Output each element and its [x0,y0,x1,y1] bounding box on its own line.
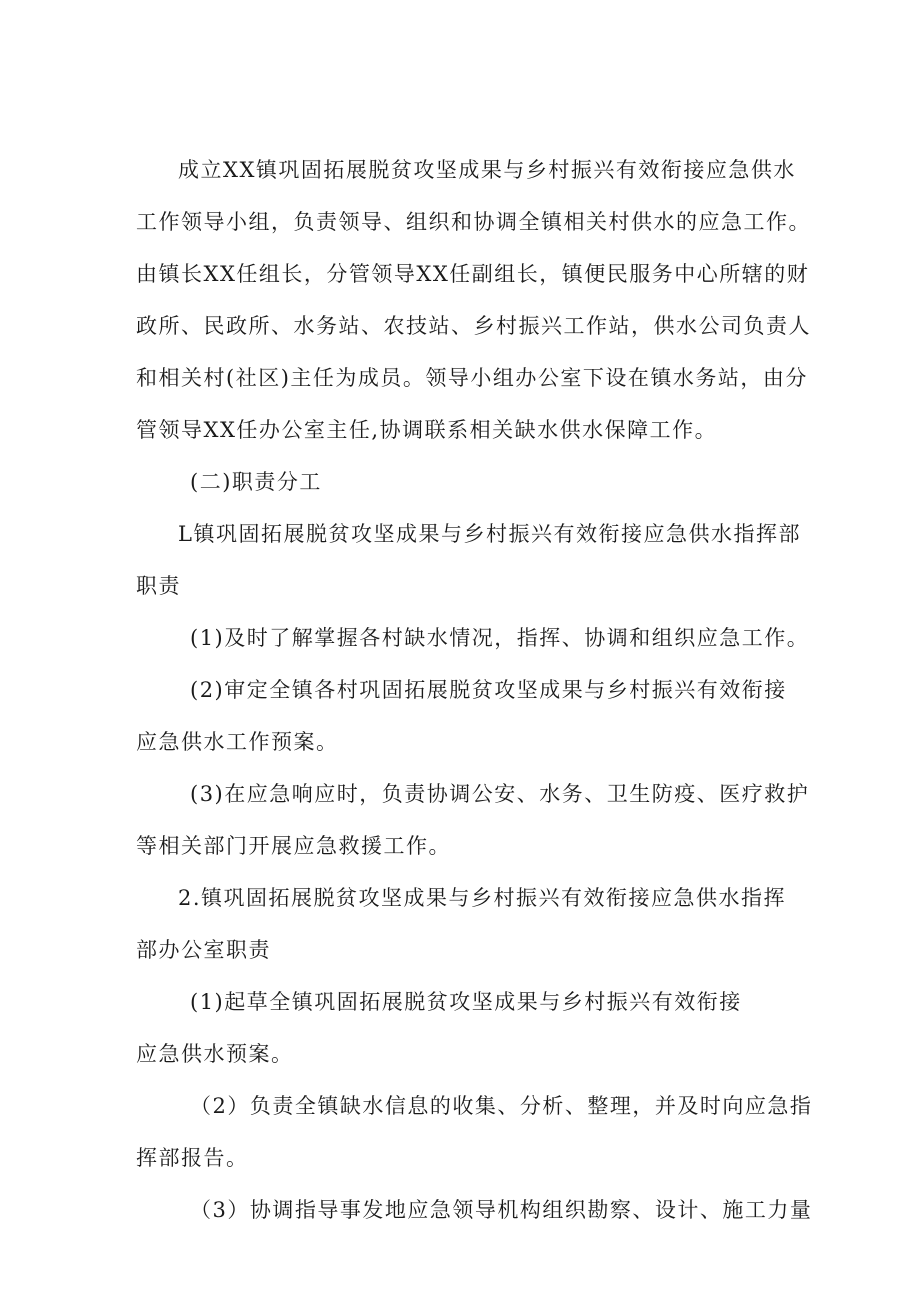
text-line-9: 职责 [136,574,181,598]
text-line-18: 应急供水预案。 [136,1042,294,1066]
text-line-20: 挥部报告。 [136,1146,249,1170]
text-line-17: (1)起草全镇巩固拓展脱贫攻坚成果与乡村振兴有效衔接 [190,990,742,1014]
text-line-10: (1)及时了解掌握各村缺水情况，指挥、协调和组织应急工作。 [190,626,810,650]
text-line-6: 管领导XX任办公室主任,协调联系相关缺水供水保障工作。 [136,418,718,442]
section-heading: (二)职责分工 [190,470,322,494]
text-line-12: 应急供水工作预案。 [136,730,339,754]
text-line-21: （3）协调指导事发地应急领导机构组织勘察、设计、施工力量 [190,1198,813,1222]
text-line-2: 工作领导小组，负责领导、组织和协调全镇相关村供水的应急工作。 [136,210,811,234]
text-line-15: 2.镇巩固拓展脱贫攻坚成果与乡村振兴有效衔接应急供水指挥 [178,886,787,910]
text-line-19: （2）负责全镇缺水信息的收集、分析、整理，并及时向应急指 [190,1094,813,1118]
text-line-1: 成立XX镇巩固拓展脱贫攻坚成果与乡村振兴有效衔接应急供水 [178,158,796,182]
text-line-5: 和相关村(社区)主任为成员。领导小组办公室下设在镇水务站，由分 [136,366,808,390]
text-line-16: 部办公室职责 [136,938,271,962]
text-line-11: (2)审定全镇各村巩固拓展脱贫攻坚成果与乡村振兴有效衔接 [190,678,787,702]
text-line-13: (3)在应急响应时，负责协调公安、水务、卫生防疫、医疗救护 [190,782,810,806]
text-line-8: L镇巩固拓展脱贫攻坚成果与乡村振兴有效衔接应急供水指挥部 [178,522,801,546]
text-line-14: 等相关部门开展应急救援工作。 [136,834,451,858]
text-line-4: 政所、民政所、水务站、农技站、乡村振兴工作站，供水公司负责人 [136,314,811,338]
text-line-3: 由镇长XX任组长，分管领导XX任副组长，镇便民服务中心所辖的财 [136,262,810,286]
